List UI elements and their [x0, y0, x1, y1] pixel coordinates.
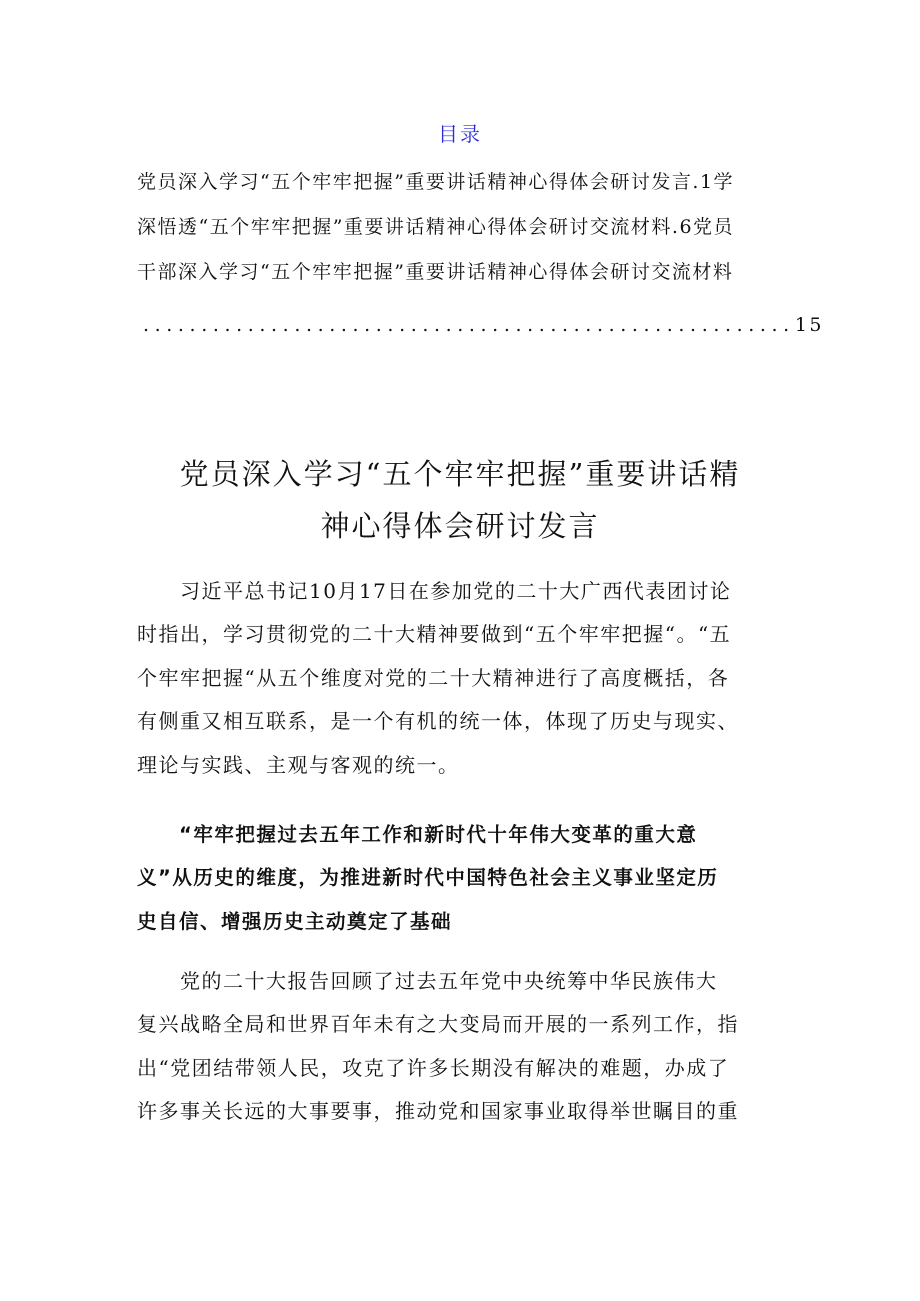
paragraph-line: 有侧重又相互联系，是一个有机的统一体，体现了历史与现实、 [137, 709, 739, 734]
toc-entry-line[interactable]: 党员深入学习“五个牢牢把握”重要讲话精神心得体会研讨发言.1学 [137, 171, 735, 193]
paragraph-line: 许多事关长远的大事要事，推动党和国家事业取得举世瞩目的重 [137, 1099, 739, 1124]
document-title-line: 神心得体会研讨发言 [320, 509, 600, 543]
toc-page-number: 15 [794, 314, 825, 336]
document-title-line: 党员深入学习“五个牢牢把握”重要讲话精 [179, 457, 741, 491]
body-paragraph [137, 960, 789, 1134]
toc-leader-dots: ........................................................ [143, 314, 795, 336]
toc-entries [137, 160, 789, 295]
paragraph-line: 时指出，学习贯彻党的二十大精神要做到“五个牢牢把握“。“五 [137, 622, 732, 647]
toc-title[interactable]: 目录 [438, 122, 482, 146]
paragraph-line: 出“党团结带领人民，攻克了许多长期没有解决的难题，办成了 [137, 1055, 730, 1080]
heading-line: 史自信、增强历史主动奠定了基础 [137, 909, 453, 933]
toc-entry-line[interactable]: 干部深入学习“五个牢牢把握”重要讲话精神心得体会研讨交流材料 [137, 261, 734, 283]
document-title [0, 448, 920, 552]
heading-line: 义”从历史的维度，为推进新时代中国特色社会主义事业坚定历 [137, 866, 719, 890]
paragraph-line: 习近平总书记10月17日在参加党的二十大广西代表团讨论 [137, 579, 732, 603]
paragraph-line: 复兴战略全局和世界百年未有之大变局而开展的一系列工作，指 [137, 1012, 739, 1037]
toc-entry-line[interactable]: 深悟透“五个牢牢把握”重要讲话精神心得体会研讨交流材料.6党员 [137, 216, 735, 238]
toc-leader-line[interactable] [143, 314, 825, 336]
paragraph-line: 党的二十大报告回顾了过去五年党中央统筹中华民族伟大 [137, 969, 718, 993]
body-paragraph [137, 570, 789, 787]
heading-line: “牢牢把握过去五年工作和新时代十年伟大变革的重大意 [137, 823, 698, 846]
paragraph-line: 个牢牢把握“从五个维度对党的二十大精神进行了高度概括，各 [137, 665, 730, 690]
paragraph-line: 理论与实践、主观与客观的统一。 [137, 752, 460, 777]
section-heading [137, 813, 789, 943]
